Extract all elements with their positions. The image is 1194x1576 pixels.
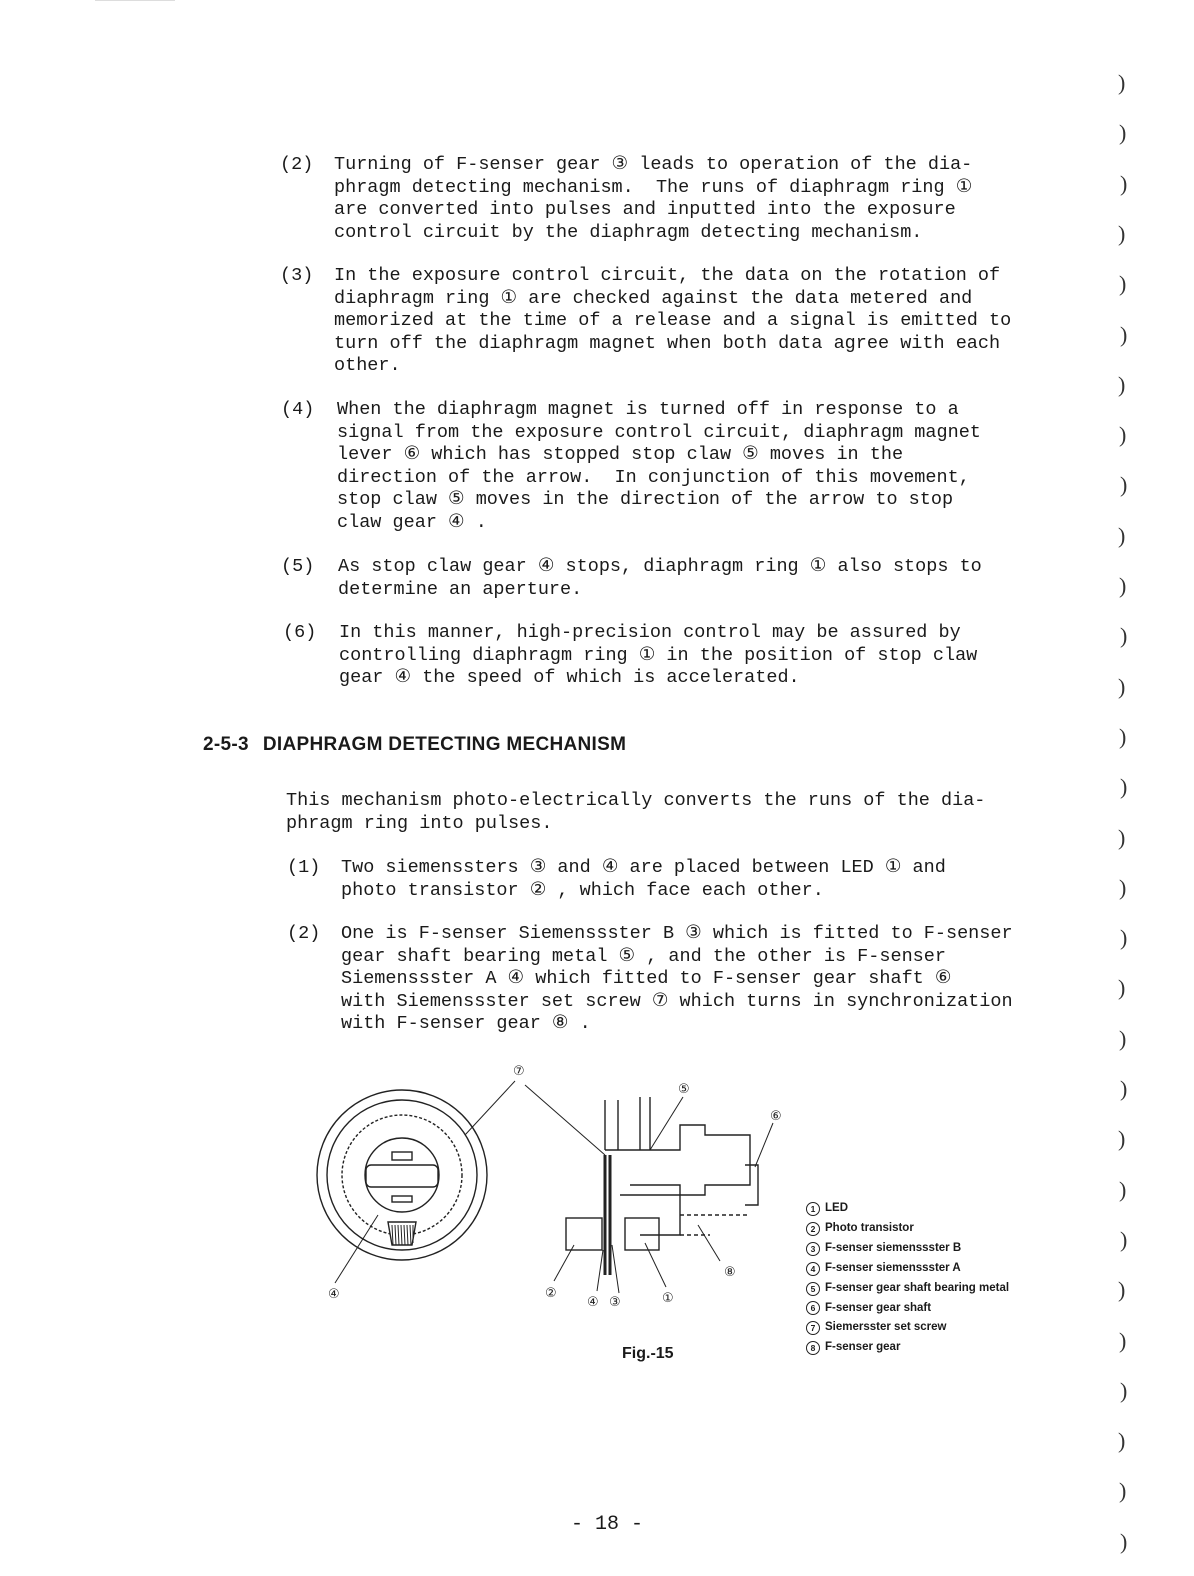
binding-mark: ): [1120, 1377, 1128, 1403]
legend-item: [806, 1318, 1009, 1338]
binding-mark: ): [1120, 623, 1128, 649]
item-text: [338, 556, 982, 601]
binding-mark: ): [1119, 271, 1127, 297]
legend-item: [806, 1279, 1009, 1299]
text-line: are converted into pulses and inputted into the exposure: [334, 199, 956, 220]
legend-label: F-senser siemenssster A: [825, 1261, 961, 1274]
binding-mark: ): [1120, 925, 1128, 951]
text-line: lever ⑥ which has stopped stop claw ⑤ moves in the: [337, 444, 904, 465]
binding-mark: ): [1118, 824, 1126, 850]
text-line: controlling diaphragm ring ① in the position of stop claw: [339, 644, 978, 666]
text-line: In the exposure control circuit, the data on the rotation of: [334, 265, 1001, 286]
binding-mark: ): [1119, 422, 1127, 448]
callout-8: ⑧: [724, 1264, 736, 1279]
text-line: Turning of F-senser gear ③ leads to operation of the dia-: [334, 154, 973, 175]
item-number: (4): [281, 399, 315, 420]
text-line: photo transistor ② , which face each other.: [341, 879, 824, 901]
text-line: with Siemenssster set screw ⑦ which turns in synchronization: [341, 990, 1013, 1012]
binding-mark: ): [1120, 170, 1128, 196]
text-line: direction of the arrow. In conjunction of this movement,: [337, 466, 970, 488]
legend-item: [806, 1219, 1009, 1239]
binding-mark: ): [1119, 874, 1127, 900]
binding-mark: ): [1120, 774, 1128, 800]
legend-label: F-senser siemenssster B: [825, 1241, 962, 1254]
intro-paragraph: [286, 790, 985, 835]
legend-label: F-senser gear shaft: [825, 1301, 932, 1314]
binding-mark: ): [1118, 673, 1126, 699]
item-text: [341, 923, 1013, 1036]
diaphragm-mechanism-figure: [300, 1055, 800, 1355]
binding-mark: ): [1120, 321, 1128, 347]
text-line: signal from the exposure control circuit, diaphragm magnet: [337, 421, 981, 443]
callout-4-left: ④: [328, 1286, 340, 1301]
text-line: When the diaphragm magnet is turned off in response to a: [337, 399, 959, 420]
binding-marks: [1110, 0, 1150, 1576]
legend-label: Photo transistor: [825, 1221, 914, 1234]
legend-item: [806, 1259, 1009, 1279]
figure-legend: [806, 1199, 1009, 1358]
page-number: - 18 -: [571, 1513, 644, 1536]
item-number: (2): [280, 154, 314, 175]
item-text: [334, 265, 1011, 378]
legend-label: F-senser gear shaft bearing metal: [825, 1281, 1010, 1294]
item-text: [334, 154, 972, 244]
callout-7: ⑦: [513, 1063, 525, 1078]
binding-mark: ): [1118, 975, 1126, 1001]
callout-4: ④: [587, 1294, 599, 1309]
text-line: turn off the diaphragm magnet when both data agree with each: [334, 332, 1001, 354]
binding-mark: ): [1119, 1327, 1127, 1353]
binding-mark: ): [1120, 472, 1128, 498]
binding-mark: ): [1119, 120, 1127, 146]
item-text: [341, 857, 946, 902]
text-line: control circuit by the diaphragm detecting mechanism.: [334, 221, 923, 243]
text-line: other.: [334, 355, 401, 376]
binding-mark: ): [1119, 1025, 1127, 1051]
text-line: determine an aperture.: [338, 578, 583, 600]
text-line: gear ④ the speed of which is accelerated.: [339, 667, 800, 688]
text-line: phragm ring into pulses.: [286, 812, 553, 834]
binding-mark: ): [1118, 371, 1126, 397]
text-line: In this manner, high-precision control may be assured by: [339, 622, 961, 643]
callout-2: ②: [545, 1285, 557, 1300]
binding-mark: ): [1118, 70, 1126, 95]
text-line: Siemenssster A ④ which fitted to F-senser gear shaft ⑥: [341, 968, 952, 989]
legend-label: F-senser gear: [825, 1341, 901, 1354]
text-line: phragm detecting mechanism. The runs of diaphragm ring ①: [334, 176, 973, 198]
item-text: [337, 399, 981, 534]
callout-5: ⑤: [678, 1081, 690, 1096]
text-line: diaphragm ring ① are checked against the data metered and: [334, 287, 973, 309]
legend-number: 2: [806, 1222, 820, 1236]
item-number: (3): [280, 265, 314, 286]
callout-6: ⑥: [770, 1108, 782, 1123]
text-line: claw gear ④ .: [337, 511, 487, 533]
item-number: (5): [281, 556, 315, 577]
text-line: One is F-senser Siemenssster B ③ which is fitted to F-senser: [341, 923, 1013, 944]
binding-mark: ): [1118, 1428, 1126, 1454]
binding-mark: ): [1119, 1176, 1127, 1202]
text-line: As stop claw gear ④ stops, diaphragm ring ① also stops to: [338, 556, 982, 577]
legend-item: [806, 1299, 1009, 1319]
binding-mark: ): [1119, 573, 1127, 598]
legend-item: [806, 1199, 1009, 1219]
legend-number: 3: [806, 1242, 820, 1256]
binding-mark: ): [1120, 1076, 1128, 1101]
legend-item: [806, 1239, 1009, 1259]
binding-mark: ): [1118, 1277, 1126, 1303]
legend-number: 1: [806, 1202, 820, 1216]
text-line: This mechanism photo-electrically converts the runs of the dia-: [286, 790, 986, 811]
binding-mark: ): [1118, 1126, 1126, 1152]
text-line: with F-senser gear ⑧ .: [341, 1013, 591, 1034]
binding-mark: ): [1119, 723, 1127, 749]
gear-shaft-cross-section: [525, 1085, 773, 1293]
text-line: Two siemenssters ③ and ④ are placed between LED ① and: [341, 857, 946, 878]
binding-mark: ): [1120, 1226, 1128, 1252]
figure-caption: Fig.-15: [622, 1345, 674, 1362]
binding-mark: ): [1120, 1528, 1128, 1554]
text-line: memorized at the time of a release and a signal is emitted to: [334, 310, 1012, 331]
legend-number: 6: [806, 1301, 820, 1315]
legend-label: LED: [825, 1202, 848, 1214]
item-number: (2): [287, 923, 321, 944]
binding-mark: ): [1118, 522, 1126, 548]
legend-label: Siemersster set screw: [825, 1321, 947, 1334]
legend-number: 8: [806, 1341, 820, 1355]
binding-mark: ): [1118, 220, 1126, 246]
legend-item: [806, 1338, 1009, 1358]
callout-3: ③: [609, 1294, 621, 1309]
item-number: (1): [287, 857, 321, 878]
section-heading: [203, 734, 626, 756]
text-line: gear shaft bearing metal ⑤ , and the other is F-senser: [341, 945, 946, 967]
binding-mark: ): [1119, 1478, 1127, 1504]
item-number: (6): [283, 622, 317, 643]
legend-number: 5: [806, 1282, 820, 1296]
section-number: 2-5-3: [203, 734, 249, 755]
scan-artifact-line: [95, 0, 175, 1]
text-line: stop claw ⑤ moves in the direction of the arrow to stop: [337, 489, 954, 510]
section-title: DIAPHRAGM DETECTING MECHANISM: [262, 734, 627, 755]
item-text: [339, 622, 977, 690]
siemenssster-disc-view: [317, 1081, 515, 1283]
callout-1: ①: [662, 1290, 674, 1305]
legend-number: 7: [806, 1321, 820, 1335]
legend-number: 4: [806, 1262, 820, 1276]
